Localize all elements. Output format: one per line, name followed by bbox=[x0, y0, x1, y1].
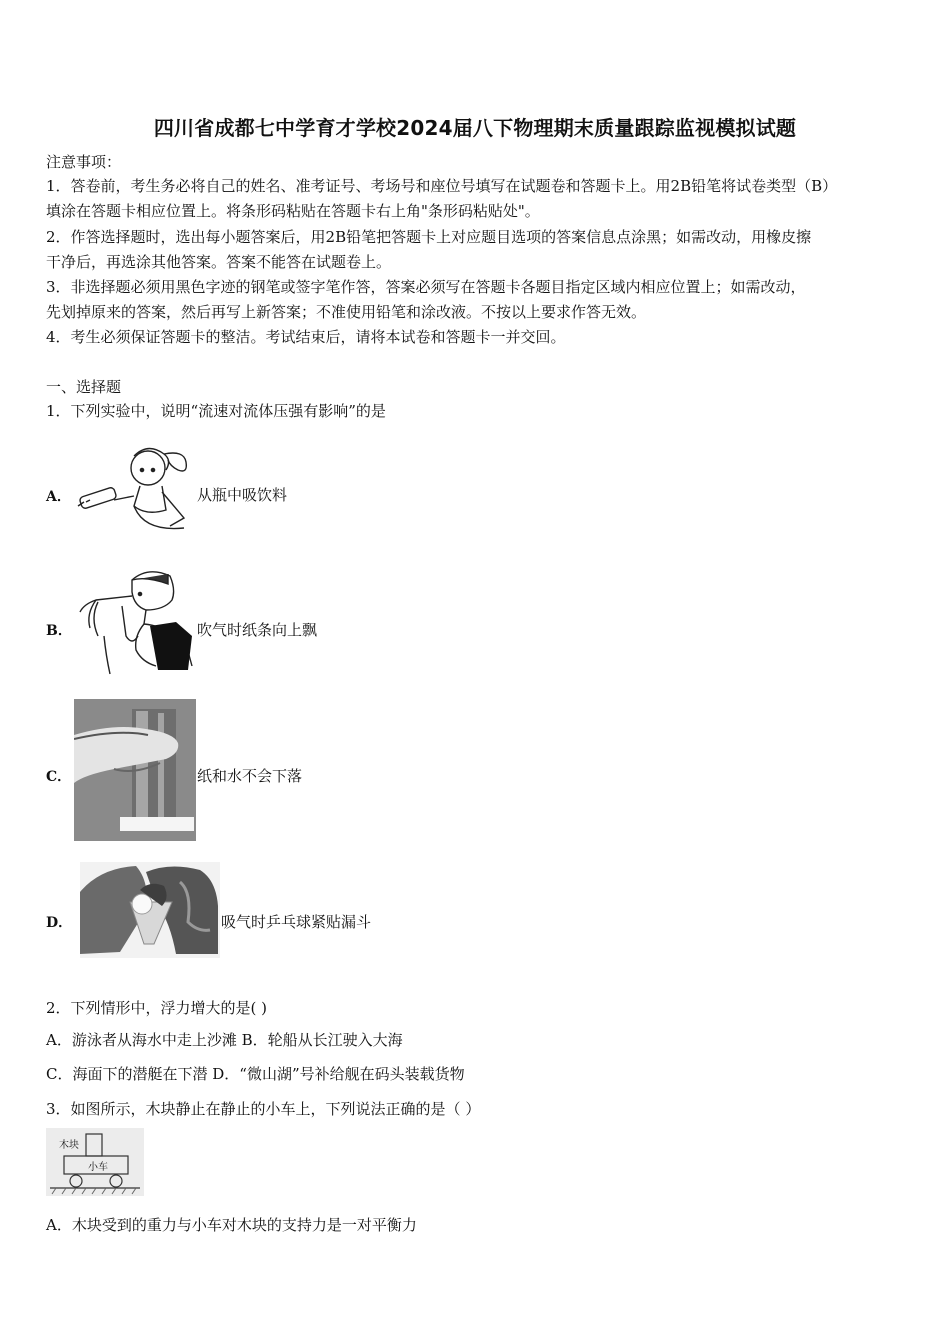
section-heading: 一、选择题 bbox=[46, 378, 122, 396]
funnel-pingpong-photo bbox=[80, 862, 220, 958]
notice-line: 3．非选择题必须用黑色字迹的钢笔或签字笔作答，答案必须写在答题卡各题目指定区域内相应位置上；如需改动， bbox=[46, 278, 806, 296]
option-a-caption: 从瓶中吸饮料 bbox=[197, 486, 288, 504]
question-3-option-a: A．木块受到的重力与小车对木块的支持力是一对平衡力 bbox=[46, 1216, 417, 1234]
notice-heading: 注意事项： bbox=[46, 153, 122, 171]
question-1-stem: 1．下列实验中，说明“流速对流体压强有影响”的是 bbox=[46, 402, 386, 420]
question-2-options-row-1: A．游泳者从海水中走上沙滩 B．轮船从长江驶入大海 bbox=[46, 1031, 403, 1049]
girl-drinking-figure bbox=[74, 440, 194, 538]
option-b-letter: B． bbox=[46, 623, 72, 639]
question-2-stem: 2．下列情形中，浮力增大的是( ) bbox=[46, 999, 268, 1017]
notice-line: 先划掉原来的答案，然后再写上新答案；不准使用铅笔和涂改液。不按以上要求作答无效。 bbox=[46, 303, 647, 321]
option-b-caption: 吹气时纸条向上飘 bbox=[197, 621, 318, 639]
option-c-caption: 纸和水不会下落 bbox=[197, 767, 303, 785]
question-3-stem: 3．如图所示，木块静止在静止的小车上，下列说法正确的是（ ） bbox=[46, 1100, 481, 1118]
block-on-cart-figure bbox=[46, 1128, 144, 1196]
question-2-options-row-2: C．海面下的潜艇在下潜 D．“微山湖”号补给舰在码头装载货物 bbox=[46, 1065, 465, 1083]
notice-line: 干净后，再选涂其他答案。答案不能答在试题卷上。 bbox=[46, 253, 392, 271]
inverted-glass-photo bbox=[74, 699, 196, 841]
page-title: 四川省成都七中学育才学校2024届八下物理期末质量跟踪监视模拟试题 bbox=[153, 116, 797, 140]
notice-line: 2．作答选择题时，选出每小题答案后，用2B铅笔把答题卡上对应题目选项的答案信息点涂黑；如需改动，用橡皮擦 bbox=[46, 228, 812, 246]
notice-line: 填涂在答题卡相应位置上。将条形码粘贴在答题卡右上角"条形码粘贴处"。 bbox=[46, 202, 540, 220]
option-c-letter: C． bbox=[46, 769, 72, 785]
option-a-letter: A． bbox=[46, 489, 71, 505]
notice-line: 1．答卷前，考生务必将自己的姓名、准考证号、考场号和座位号填写在试题卷和答题卡上。用2B铅笔将试卷类型（B） bbox=[46, 177, 838, 195]
option-d-caption: 吸气时乒乓球紧贴漏斗 bbox=[221, 913, 372, 931]
cart-label: 小车 bbox=[88, 1162, 108, 1173]
option-d-letter: D． bbox=[46, 915, 73, 931]
boy-blowing-figure bbox=[76, 566, 196, 678]
notice-line: 4．考生必须保证答题卡的整洁。考试结束后，请将本试卷和答题卡一并交回。 bbox=[46, 328, 566, 346]
block-label: 木块 bbox=[59, 1140, 79, 1151]
